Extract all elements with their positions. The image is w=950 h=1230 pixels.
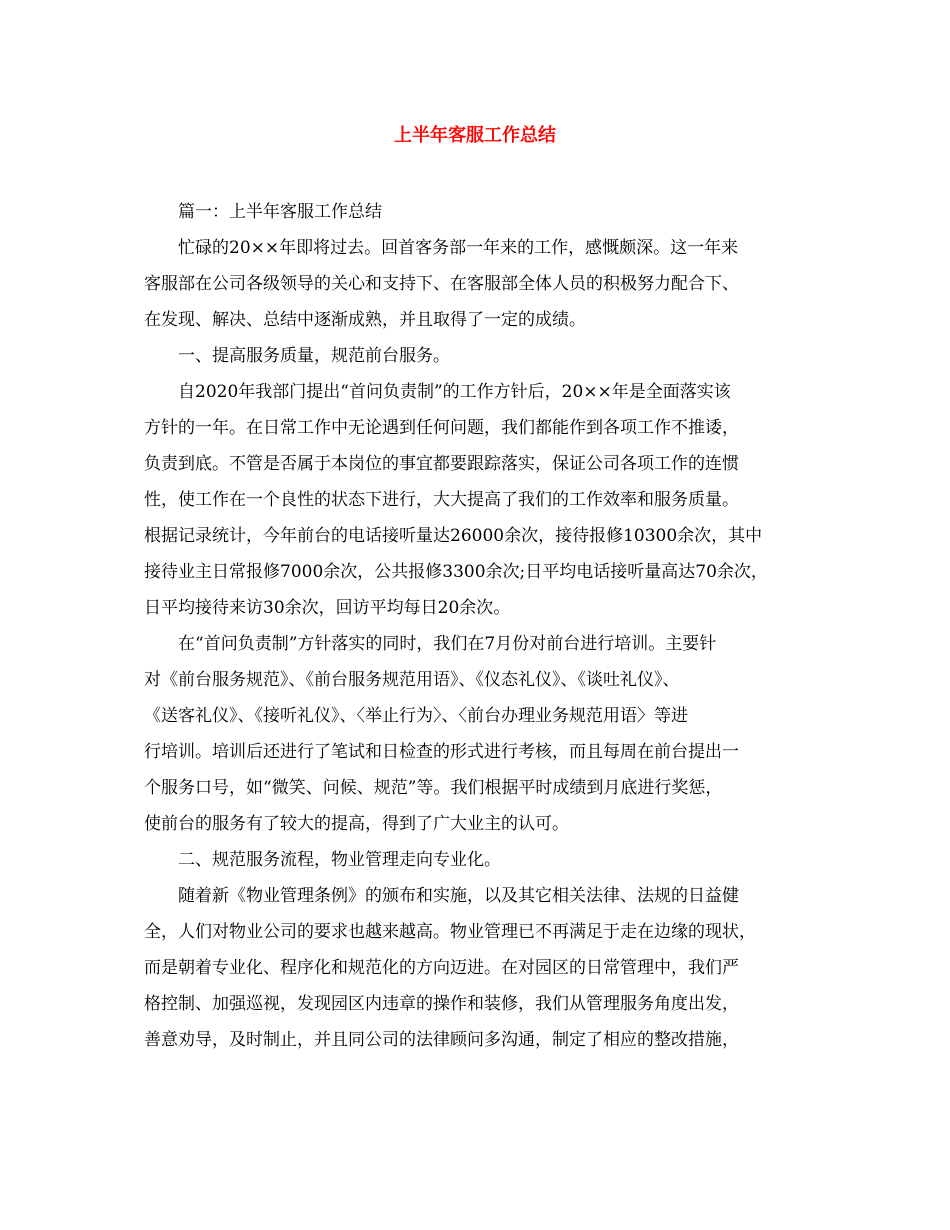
text-line: 《送客礼仪》、《接听礼仪》、〈举止行为〉、〈前台办理业务规范用语〉等进 (144, 706, 688, 726)
text-line: 对《前台服务规范》、《前台服务规范用语》、《仪态礼仪》、《谈吐礼仪》、 (144, 670, 680, 690)
text-line: 全，人们对物业公司的要求也越来越高。物业管理已不再满足于走在边缘的现状， (144, 922, 756, 942)
text-line: 自2020年我部门提出“首问负责制”的工作方针后，20××年是全面落实该 (178, 382, 731, 402)
text-line: 个服务口号，如“微笑、问候、规范”等。我们根据平时成绩到月底进行奖惩， (144, 778, 723, 798)
text-line: 行培训。培训后还进行了笔试和日检查的形式进行考核，而且每周在前台提出一 (144, 742, 739, 762)
text-line: 在“首问负责制”方针落实的同时，我们在7月份对前台进行培训。主要针 (178, 634, 717, 654)
section-heading: 二、规范服务流程，物业管理走向专业化。 (178, 850, 501, 870)
text-line: 性，使工作在一个良性的状态下进行，大大提高了我们的工作效率和服务质量。 (144, 490, 739, 510)
text-line: 使前台的服务有了较大的提高，得到了广大业主的认可。 (144, 814, 569, 834)
document-title: 上半年客服工作总结 (394, 125, 556, 146)
text-line: 在发现、解决、总结中逐渐成熟，并且取得了一定的成绩。 (144, 310, 586, 330)
text-line: 篇一：上半年客服工作总结 (178, 202, 382, 222)
text-line: 随着新《物业管理条例》的颁布和实施，以及其它相关法律、法规的日益健 (178, 886, 739, 906)
text-line: 方针的一年。在日常工作中无论遇到任何问题，我们都能作到各项工作不推诿， (144, 418, 739, 438)
text-line: 格控制、加强巡视，发现园区内违章的操作和装修，我们从管理服务角度出发， (144, 994, 739, 1014)
document-body (144, 194, 834, 1058)
text-line: 善意劝导，及时制止，并且同公司的法律顾问多沟通，制定了相应的整改措施， (144, 1030, 739, 1050)
text-line: 接待业主日常报修7000余次，公共报修3300余次;日平均电话接听量高达70余次， (144, 562, 768, 582)
text-line: 客服部在公司各级领导的关心和支持下、在客服部全体人员的积极努力配合下、 (144, 274, 739, 294)
text-line: 日平均接待来访30余次，回访平均每日20余次。 (144, 598, 511, 618)
text-line: 负责到底。不管是否属于本岗位的事宜都要跟踪落实，保证公司各项工作的连惯 (144, 454, 739, 474)
section-heading: 一、提高服务质量，规范前台服务。 (178, 346, 450, 366)
text-line: 根据记录统计，今年前台的电话接听量达26000余次，接待报修10300余次，其中 (144, 526, 763, 546)
text-line: 而是朝着专业化、程序化和规范化的方向迈进。在对园区的日常管理中，我们严 (144, 958, 739, 978)
text-line: 忙碌的20××年即将过去。回首客务部一年来的工作，感慨颇深。这一年来 (178, 238, 739, 258)
